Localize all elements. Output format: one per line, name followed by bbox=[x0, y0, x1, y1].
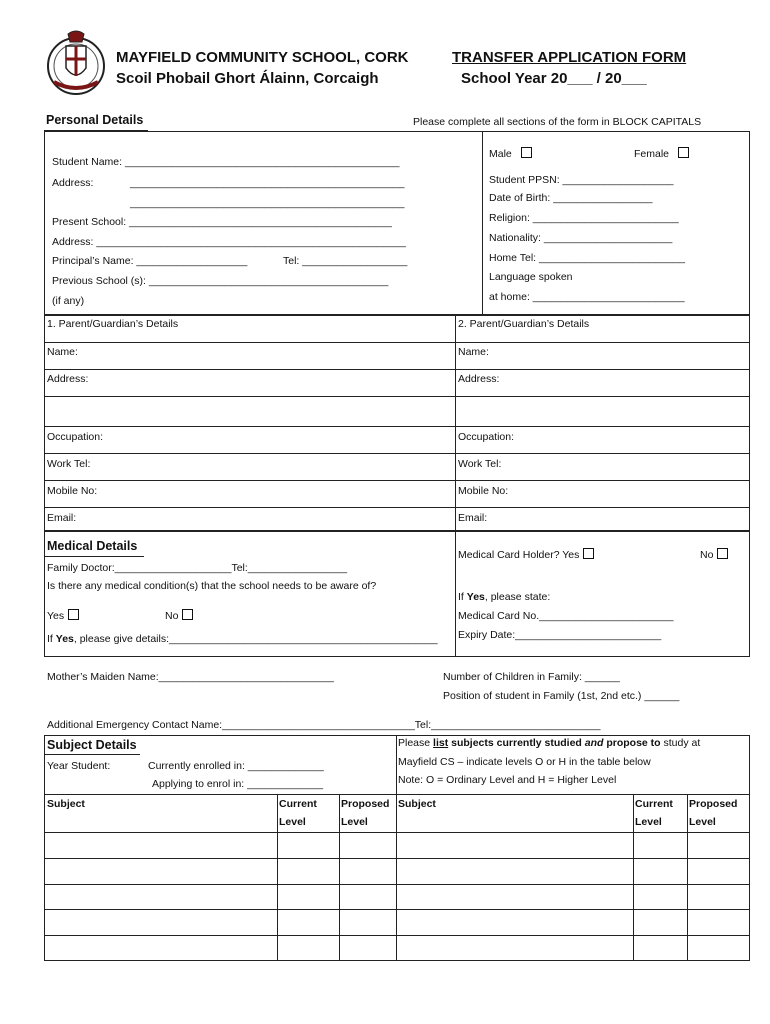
medical-card-holder-no[interactable]: No bbox=[700, 548, 728, 562]
guardian-1-work-tel[interactable]: Work Tel: bbox=[47, 458, 91, 470]
school-year: School Year 20___ / 20___ bbox=[461, 70, 647, 87]
guardian-2-email[interactable]: Email: bbox=[458, 512, 488, 524]
currently-enrolled-field[interactable]: Currently enrolled in: _____________ bbox=[148, 760, 324, 772]
col-proposed-right: Proposed bbox=[689, 798, 738, 810]
school-address-field[interactable]: Address: _____________________________________________________ bbox=[52, 236, 406, 248]
guardian-2-name[interactable]: Name: bbox=[458, 346, 489, 358]
subject-note-line-2: Mayfield CS – indicate levels O or H in the table below bbox=[398, 756, 651, 768]
expiry-date-field[interactable]: Expiry Date:_________________________ bbox=[458, 629, 662, 641]
school-crest bbox=[44, 26, 108, 96]
personal-details-heading: Personal Details bbox=[46, 113, 144, 127]
medical-condition-question: Is there any medical condition(s) that the school needs to be aware of? bbox=[47, 580, 377, 592]
guardian-2-work-tel[interactable]: Work Tel: bbox=[458, 458, 502, 470]
guardian-1-mobile[interactable]: Mobile No: bbox=[47, 485, 98, 497]
present-school-field[interactable]: Present School: _____________________________________________ bbox=[52, 216, 392, 228]
col-subject-left: Subject bbox=[47, 798, 85, 810]
family-position-field[interactable]: Position of student in Family (1st, 2nd etc.) ______ bbox=[443, 690, 680, 702]
previous-school-field[interactable]: Previous School (s): _________________________________________ bbox=[52, 275, 389, 287]
condition-details-field[interactable]: If Yes, please give details:______________________________________________ bbox=[47, 633, 438, 645]
religion-field[interactable]: Religion: _________________________ bbox=[489, 212, 679, 224]
language-label: Language spoken bbox=[489, 271, 573, 283]
address-line-1[interactable]: _______________________________________________ bbox=[130, 177, 405, 189]
col-current-right: Current bbox=[635, 798, 673, 810]
dob-field[interactable]: Date of Birth: _________________ bbox=[489, 192, 653, 204]
medical-details-heading: Medical Details bbox=[47, 539, 138, 553]
language-field[interactable]: at home: __________________________ bbox=[489, 291, 685, 303]
guardian-1-title: 1. Parent/Guardian’s Details bbox=[47, 318, 179, 330]
medical-card-holder-yes[interactable]: Medical Card Holder? Yes bbox=[458, 548, 594, 562]
col-current-left-2: Level bbox=[279, 816, 306, 828]
instruction-text: Please complete all sections of the form in BLOCK CAPITALS bbox=[413, 116, 702, 128]
please-state-label: If Yes, please state: bbox=[458, 591, 551, 603]
condition-yes-option[interactable]: Yes bbox=[47, 609, 79, 623]
student-name-field[interactable]: Student Name: _______________________________________________ bbox=[52, 156, 400, 168]
condition-yes-checkbox[interactable] bbox=[68, 609, 79, 620]
principal-tel-field[interactable]: Tel: __________________ bbox=[283, 255, 408, 267]
children-count-field[interactable]: Number of Children in Family: ______ bbox=[443, 671, 620, 683]
address-label: Address: bbox=[52, 177, 94, 189]
condition-no-checkbox[interactable] bbox=[182, 609, 193, 620]
guardian-1-address[interactable]: Address: bbox=[47, 373, 89, 385]
address-line-2[interactable]: _______________________________________________ bbox=[130, 197, 405, 209]
guardian-2-address[interactable]: Address: bbox=[458, 373, 500, 385]
guardian-1-email[interactable]: Email: bbox=[47, 512, 77, 524]
school-name-irish: Scoil Phobail Ghort Álainn, Corcaigh bbox=[116, 70, 379, 87]
col-proposed-left: Proposed bbox=[341, 798, 390, 810]
mothers-maiden-name-field[interactable]: Mother’s Maiden Name:______________________________ bbox=[47, 671, 334, 683]
subject-details-heading: Subject Details bbox=[47, 738, 137, 752]
medical-card-number-field[interactable]: Medical Card No._______________________ bbox=[458, 610, 674, 622]
card-yes-checkbox[interactable] bbox=[583, 548, 594, 559]
subject-note-line-3: Note: O = Ordinary Level and H = Higher Level bbox=[398, 774, 617, 786]
family-doctor-field[interactable]: Family Doctor:____________________Tel:_________________ bbox=[47, 562, 348, 574]
year-student-label: Year Student: bbox=[47, 760, 111, 772]
col-proposed-left-2: Level bbox=[341, 816, 368, 828]
condition-no-option[interactable]: No bbox=[165, 609, 193, 623]
col-proposed-right-2: Level bbox=[689, 816, 716, 828]
if-any-label: (if any) bbox=[52, 295, 85, 307]
nationality-field[interactable]: Nationality: ______________________ bbox=[489, 232, 673, 244]
col-subject-right: Subject bbox=[398, 798, 436, 810]
crest-icon bbox=[44, 26, 108, 96]
col-current-right-2: Level bbox=[635, 816, 662, 828]
female-checkbox[interactable] bbox=[678, 147, 689, 158]
guardian-2-occupation[interactable]: Occupation: bbox=[458, 431, 515, 443]
form-title: TRANSFER APPLICATION FORM bbox=[452, 49, 687, 66]
ppsn-field[interactable]: Student PPSN: ___________________ bbox=[489, 174, 674, 186]
male-option[interactable]: Male bbox=[489, 147, 532, 161]
applying-enrol-field[interactable]: Applying to enrol in: _____________ bbox=[152, 778, 324, 790]
col-current-left: Current bbox=[279, 798, 317, 810]
principal-name-field[interactable]: Principal’s Name: ___________________ bbox=[52, 255, 248, 267]
male-checkbox[interactable] bbox=[521, 147, 532, 158]
guardian-1-name[interactable]: Name: bbox=[47, 346, 78, 358]
school-name: MAYFIELD COMMUNITY SCHOOL, CORK bbox=[116, 49, 409, 66]
guardian-2-mobile[interactable]: Mobile No: bbox=[458, 485, 509, 497]
guardian-2-title: 2. Parent/Guardian’s Details bbox=[458, 318, 590, 330]
female-option[interactable]: Female bbox=[634, 147, 689, 161]
emergency-contact-field[interactable]: Additional Emergency Contact Name:_________________________________Tel:_____________________________ bbox=[47, 719, 601, 731]
guardian-details-box bbox=[44, 315, 750, 531]
home-tel-field[interactable]: Home Tel: _________________________ bbox=[489, 252, 685, 264]
guardian-1-occupation[interactable]: Occupation: bbox=[47, 431, 104, 443]
subject-note-line-1: Please list subjects currently studied and propose to study at bbox=[398, 737, 701, 749]
card-no-checkbox[interactable] bbox=[717, 548, 728, 559]
